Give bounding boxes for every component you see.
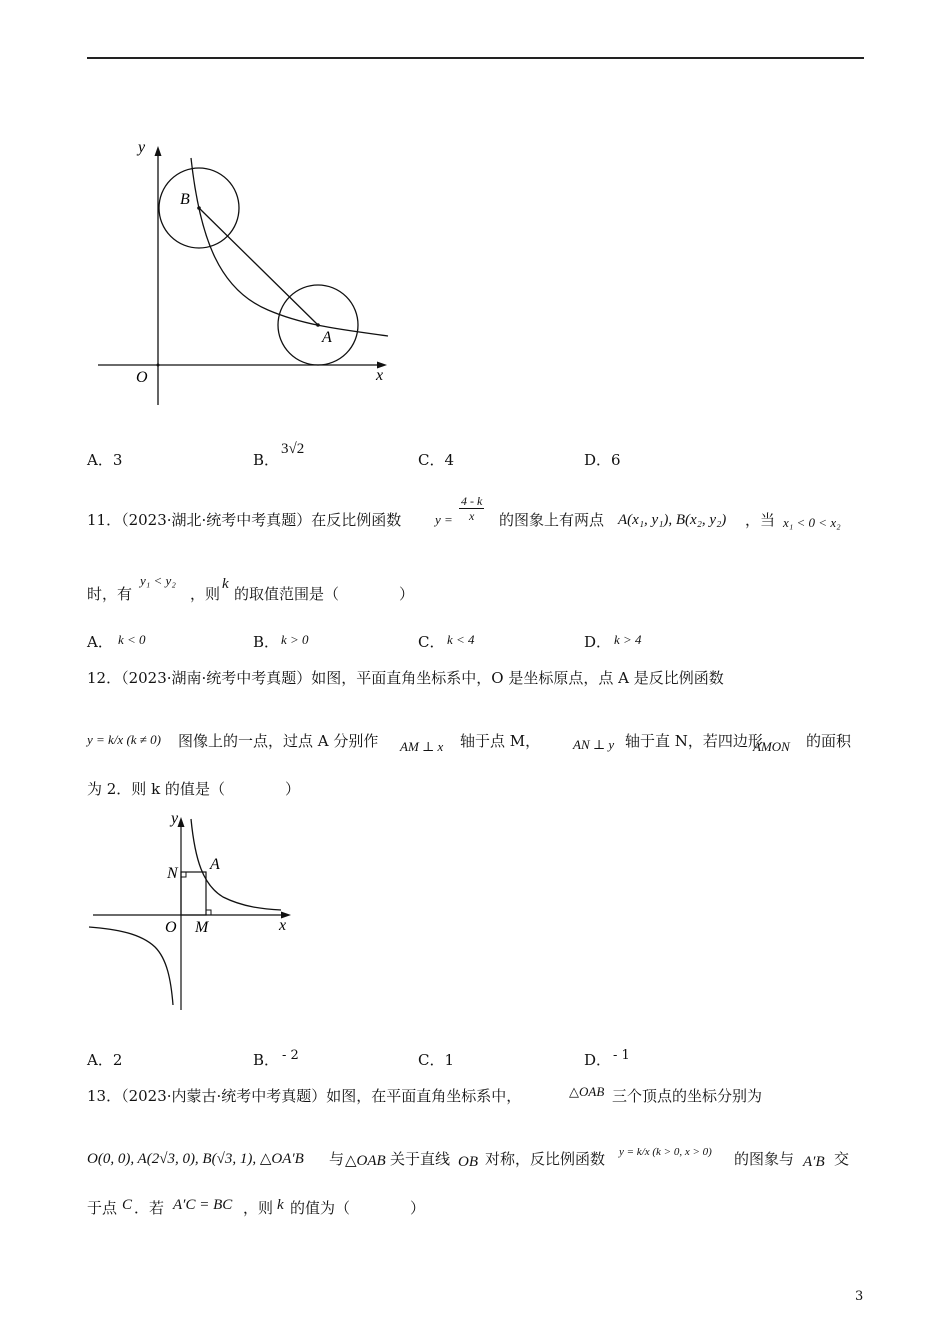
- q10-option-d[interactable]: D．6: [584, 451, 621, 469]
- q12-option-b[interactable]: B．: [253, 1051, 280, 1069]
- q11-line2-a: 时，有: [87, 585, 133, 603]
- q12-m-label: M: [195, 919, 209, 936]
- q11-text2: ，当: [745, 511, 776, 529]
- q11-func-frac: $\frac{4 - k}{x}$: [461, 494, 483, 523]
- q10-o-label: O: [136, 369, 148, 386]
- q12-o-label: O: [165, 919, 177, 936]
- q10-b-label: B: [180, 191, 190, 208]
- q13-tri: △OAB: [569, 1084, 605, 1099]
- q13-line3-b: ．若: [134, 1199, 165, 1217]
- q12-line2-c: 轴于直 N，若四边形: [625, 732, 763, 750]
- q12-option-d[interactable]: D．: [584, 1051, 612, 1069]
- q11-option-a[interactable]: A．: [87, 633, 113, 651]
- q12-line1: 12．（2023·湖南·统考中考真题）如图，平面直角坐标系中，O 是坐标原点，点 A 是反比例函数: [87, 669, 724, 687]
- q13-coords: O(0, 0), A(2√3, 0), B(√3, 1), △OA′B: [87, 1151, 304, 1167]
- q12-option-b-value: - 2: [282, 1048, 299, 1063]
- q11-option-b[interactable]: B．: [253, 633, 280, 651]
- q13-line3-d: 的值为（ ）: [290, 1199, 426, 1217]
- q13-line2-d: 的图象与: [734, 1150, 795, 1168]
- q11-func-y: y =: [435, 512, 453, 527]
- page-number: 3: [855, 1289, 864, 1304]
- q11-line1: 11．（2023·湖北·统考中考真题）在反比例函数: [87, 511, 402, 529]
- q13-c: C: [122, 1197, 133, 1213]
- q12-figure: [85, 805, 300, 1015]
- q11-option-d-value: k > 4: [614, 632, 642, 647]
- q12-a-label: A: [210, 856, 220, 873]
- q11-option-c-value: k < 4: [447, 632, 475, 647]
- q12-y-label: y: [171, 810, 179, 827]
- q11-option-d[interactable]: D．: [584, 633, 612, 651]
- header-rule: [87, 57, 864, 59]
- q10-option-c[interactable]: C．4: [418, 451, 455, 469]
- q11-line2-b: ，则: [190, 585, 221, 603]
- q13-k: k: [277, 1197, 284, 1213]
- q13-line3-a: 于点: [87, 1199, 118, 1217]
- q10-figure: [90, 130, 400, 415]
- q13-line2-e: 交: [834, 1150, 850, 1168]
- q10-x-label: x: [376, 367, 384, 384]
- q12-x-label: x: [279, 917, 287, 934]
- q12-amon: AMON: [753, 739, 790, 754]
- q13-ob: OB: [458, 1154, 478, 1170]
- q10-option-b-value: 3√2: [281, 441, 305, 457]
- q11-option-b-value: k > 0: [281, 632, 309, 647]
- q13-line1-a: 13．（2023·内蒙古·统考中考真题）如图，在平面直角坐标系中，: [87, 1087, 522, 1105]
- q12-option-d-value: - 1: [613, 1048, 630, 1063]
- q12-option-c[interactable]: C．1: [418, 1051, 455, 1069]
- q10-y-label: y: [138, 139, 146, 156]
- q11-option-a-value: k < 0: [118, 632, 146, 647]
- q12-an: AN ⊥ y: [573, 737, 615, 752]
- q11-k: k: [222, 576, 229, 592]
- q13-ab: A′B: [803, 1154, 825, 1170]
- q13-line3-c: ，则: [243, 1199, 274, 1217]
- q12-line3: 为 2．则 k 的值是（ ）: [87, 780, 300, 798]
- q13-line2-c: 对称，反比例函数: [485, 1150, 606, 1168]
- q12-am: AM ⊥ x: [400, 739, 444, 754]
- q13-tri2: △OAB: [345, 1153, 386, 1169]
- q13-line2-b: 关于直线: [390, 1150, 451, 1168]
- q12-line2-a: 图像上的一点，过点 A 分别作: [178, 732, 379, 750]
- q13-func: y = k/x (k > 0, x > 0): [619, 1146, 712, 1158]
- q12-line2-b: 轴于点 M，: [460, 732, 541, 750]
- q11-cond: x₁ < 0 < x₂: [783, 515, 841, 530]
- q12-n-label: N: [167, 865, 178, 882]
- q13-line1-b: 三个顶点的坐标分别为: [612, 1087, 763, 1105]
- q11-points: A(x₁, y₁), B(x₂, y₂): [618, 512, 727, 528]
- q12-option-a[interactable]: A．2: [87, 1051, 123, 1069]
- q12-func: y = k/x (k ≠ 0): [87, 732, 162, 747]
- q11-text1: 的图象上有两点: [499, 511, 605, 529]
- q13-eq: A′C = BC: [173, 1197, 233, 1213]
- q11-line2-c: 的取值范围是（ ）: [234, 585, 415, 603]
- q13-line2-a: 与: [329, 1150, 345, 1168]
- q12-line2-d: 的面积: [806, 732, 852, 750]
- q10-a-label: A: [322, 329, 332, 346]
- q10-option-a[interactable]: A．3: [87, 451, 123, 469]
- q11-option-c[interactable]: C．: [418, 633, 445, 651]
- q11-cond2: y₁ < y₂: [140, 573, 176, 588]
- q10-option-b[interactable]: B．: [253, 451, 280, 469]
